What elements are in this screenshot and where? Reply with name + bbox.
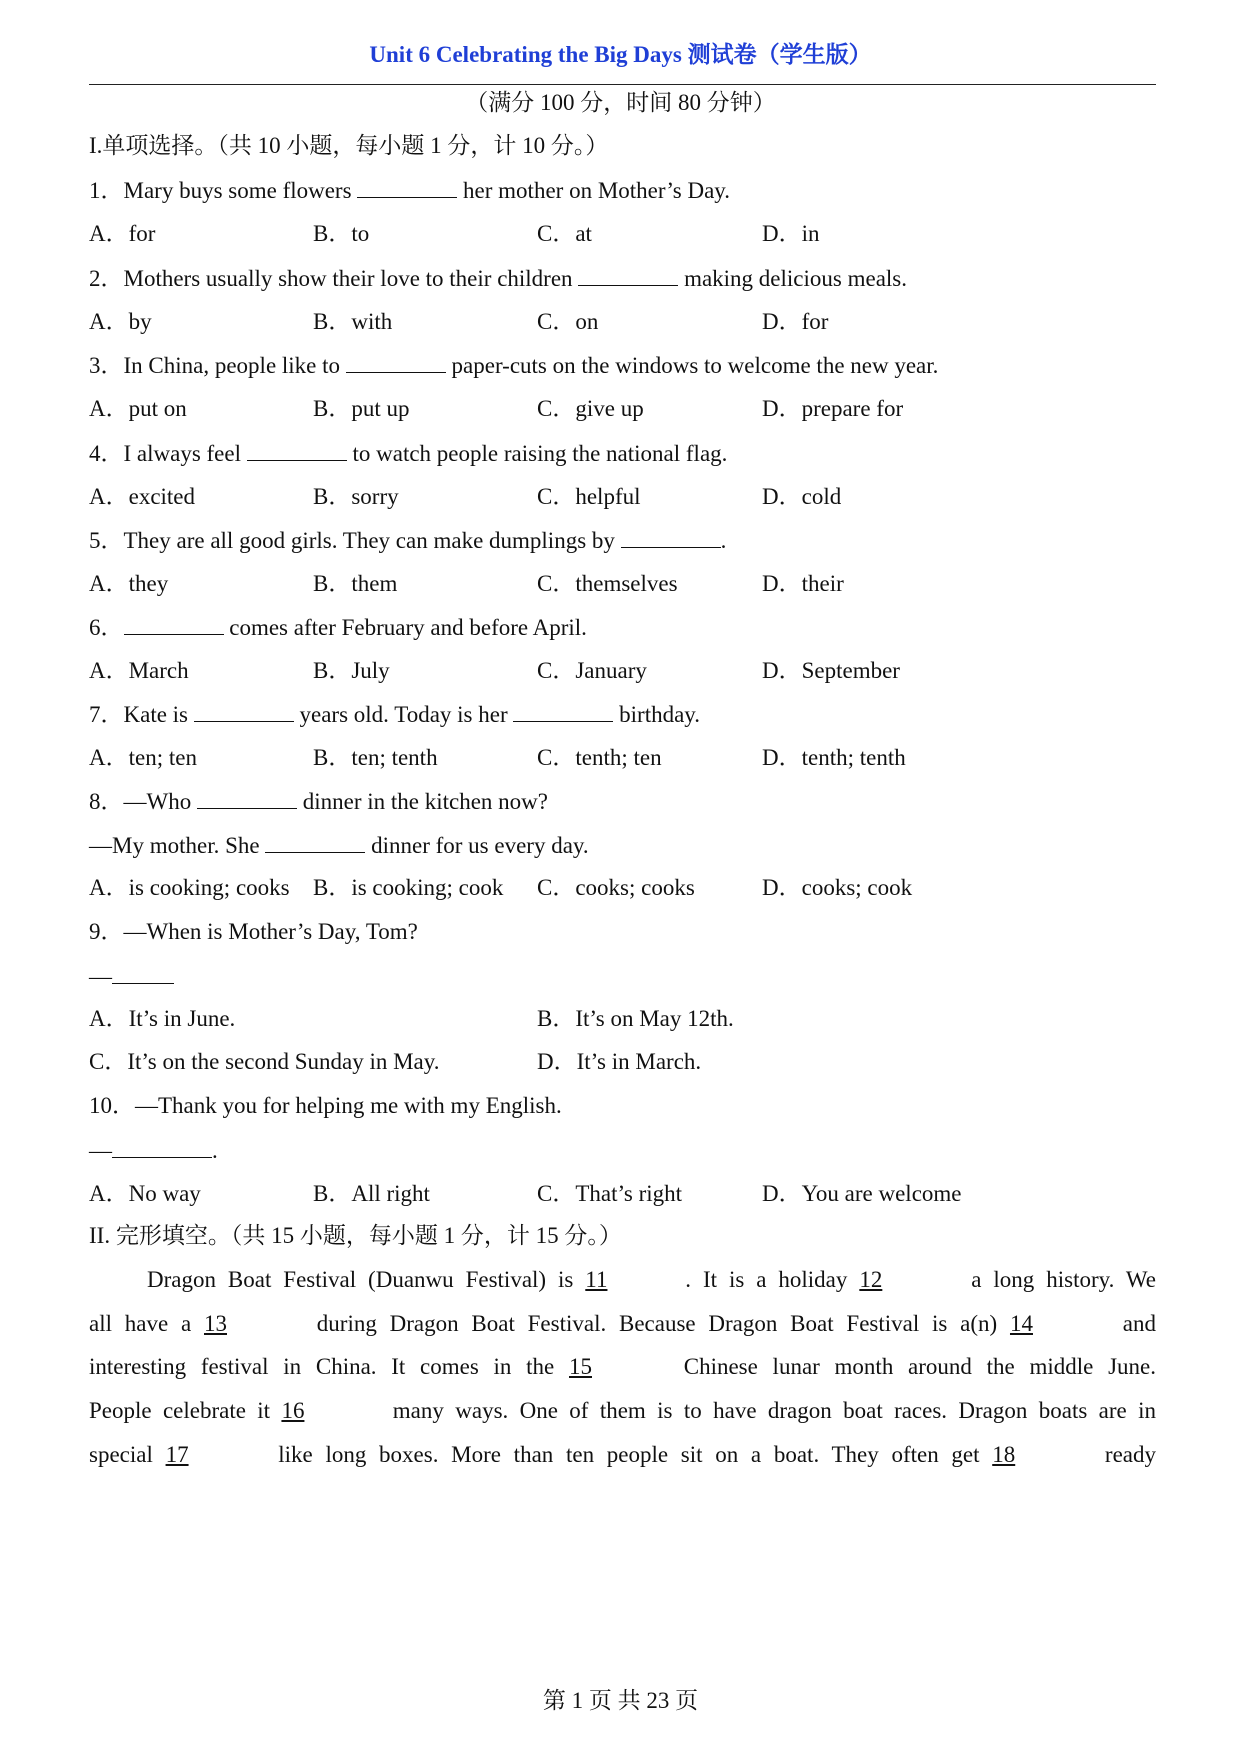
score-time-note: （满分 100 分，时间 80 分钟） — [465, 90, 776, 115]
question-10-reply: — . — [89, 1135, 218, 1166]
blank-number[interactable]: 16 — [281, 1398, 305, 1423]
option-b: B．It’s on May 12th. — [537, 1006, 734, 1031]
option-a: A．No way — [89, 1181, 201, 1206]
answer-blank[interactable] — [194, 699, 294, 722]
question-2: 2．Mothers usually show their love to their children making delicious meals. — [89, 263, 907, 294]
blank-number[interactable]: 11 — [585, 1267, 608, 1292]
passage-line: Dragon Boat Festival (Duanwu Festival) is 11 . It is a holiday 12 a long history. We — [147, 1265, 1156, 1295]
answer-blank[interactable] — [265, 830, 365, 853]
section1-heading: I.单项选择。（共 10 小题，每小题 1 分，计 10 分。） — [89, 133, 609, 158]
answer-blank[interactable] — [621, 525, 721, 548]
question-8: 8．—Who dinner in the kitchen now? — [89, 786, 548, 817]
blank-number[interactable]: 14 — [1009, 1311, 1033, 1336]
answer-blank[interactable] — [513, 699, 613, 722]
option-c: C．That’s right — [537, 1181, 683, 1206]
answer-blank[interactable] — [112, 1135, 212, 1158]
option-d: D．You are welcome — [762, 1181, 962, 1206]
document-title: Unit 6 Celebrating the Big Days 测试卷（学生版） — [369, 42, 872, 67]
option-b: B．them — [313, 571, 398, 596]
option-a: A．is cooking; cooks — [89, 875, 290, 900]
passage-line: special 17 like long boxes. More than ten people sit on a boat. They often get 18 ready — [89, 1440, 1156, 1470]
passage-line: all have a 13 during Dragon Boat Festival. Because Dragon Boat Festival is a(n) 14 and — [89, 1309, 1156, 1339]
option-d: D．cooks; cook — [762, 875, 913, 900]
option-c: C．It’s on the second Sunday in May. — [89, 1049, 440, 1074]
option-c: C．give up — [537, 396, 644, 421]
blank-number[interactable]: 18 — [992, 1442, 1016, 1467]
answer-blank[interactable] — [357, 175, 457, 198]
question-3: 3．In China, people like to paper-cuts on the windows to welcome the new year. — [89, 350, 938, 381]
blank-number[interactable]: 15 — [569, 1354, 592, 1379]
option-d: D．for — [762, 309, 829, 334]
option-d: D．prepare for — [762, 396, 904, 421]
question-9: 9．—When is Mother’s Day, Tom? — [89, 919, 418, 944]
option-b: B．with — [313, 309, 393, 334]
option-d: D．in — [762, 221, 820, 246]
question-7: 7．Kate is years old. Today is her birthday. — [89, 699, 700, 730]
answer-blank[interactable] — [578, 263, 678, 286]
option-c: C．cooks; cooks — [537, 875, 695, 900]
option-d: D．cold — [762, 484, 842, 509]
option-d: D．September — [762, 658, 900, 683]
option-c: C．helpful — [537, 484, 641, 509]
blank-number[interactable]: 12 — [859, 1267, 883, 1292]
option-a: A．they — [89, 571, 169, 596]
question-5: 5．They are all good girls. They can make dumplings by . — [89, 525, 726, 556]
option-b: B．is cooking; cook — [313, 875, 504, 900]
passage-line: interesting festival in China. It comes in the 15 Chinese lunar month around the middle June. — [89, 1352, 1156, 1382]
question-10: 10．—Thank you for helping me with my English. — [89, 1093, 562, 1118]
passage-line: People celebrate it 16 many ways. One of them is to have dragon boat races. Dragon boats are in — [89, 1396, 1156, 1426]
option-b: B．ten; tenth — [313, 745, 438, 770]
option-a: A．ten; ten — [89, 745, 197, 770]
option-d: D．tenth; tenth — [762, 745, 906, 770]
option-b: B．All right — [313, 1181, 430, 1206]
answer-blank[interactable] — [124, 612, 224, 635]
option-a: A．by — [89, 309, 152, 334]
blank-number[interactable]: 17 — [165, 1442, 189, 1467]
option-a: A．excited — [89, 484, 196, 509]
question-4: 4．I always feel to watch people raising the national flag. — [89, 438, 727, 469]
option-a: A．March — [89, 658, 189, 683]
option-a: A．put on — [89, 396, 187, 421]
option-c: C．January — [537, 658, 647, 683]
answer-blank[interactable] — [247, 438, 347, 461]
question-9-reply: — — [89, 961, 174, 992]
answer-blank[interactable] — [197, 786, 297, 809]
option-c: C．on — [537, 309, 599, 334]
question-6: 6． comes after February and before April. — [89, 612, 587, 643]
option-b: B．to — [313, 221, 370, 246]
question-1: 1．Mary buys some flowers her mother on Mother’s Day. — [89, 175, 730, 206]
answer-blank[interactable] — [112, 961, 174, 984]
option-a: A．It’s in June. — [89, 1006, 236, 1031]
option-b: B．put up — [313, 396, 410, 421]
page-footer: 第 1 页 共 23 页 — [542, 1688, 699, 1713]
answer-blank[interactable] — [346, 350, 446, 373]
header-divider — [89, 84, 1156, 85]
option-c: C．at — [537, 221, 592, 246]
option-a: A．for — [89, 221, 156, 246]
option-b: B．July — [313, 658, 390, 683]
blank-number[interactable]: 13 — [204, 1311, 227, 1336]
option-d: D．their — [762, 571, 844, 596]
option-d: D．It’s in March. — [537, 1049, 702, 1074]
option-b: B．sorry — [313, 484, 399, 509]
section2-heading: II. 完形填空。（共 15 小题，每小题 1 分，计 15 分。） — [89, 1223, 622, 1248]
option-c: C．themselves — [537, 571, 678, 596]
option-c: C．tenth; ten — [537, 745, 662, 770]
question-8-reply: —My mother. She dinner for us every day. — [89, 830, 589, 861]
